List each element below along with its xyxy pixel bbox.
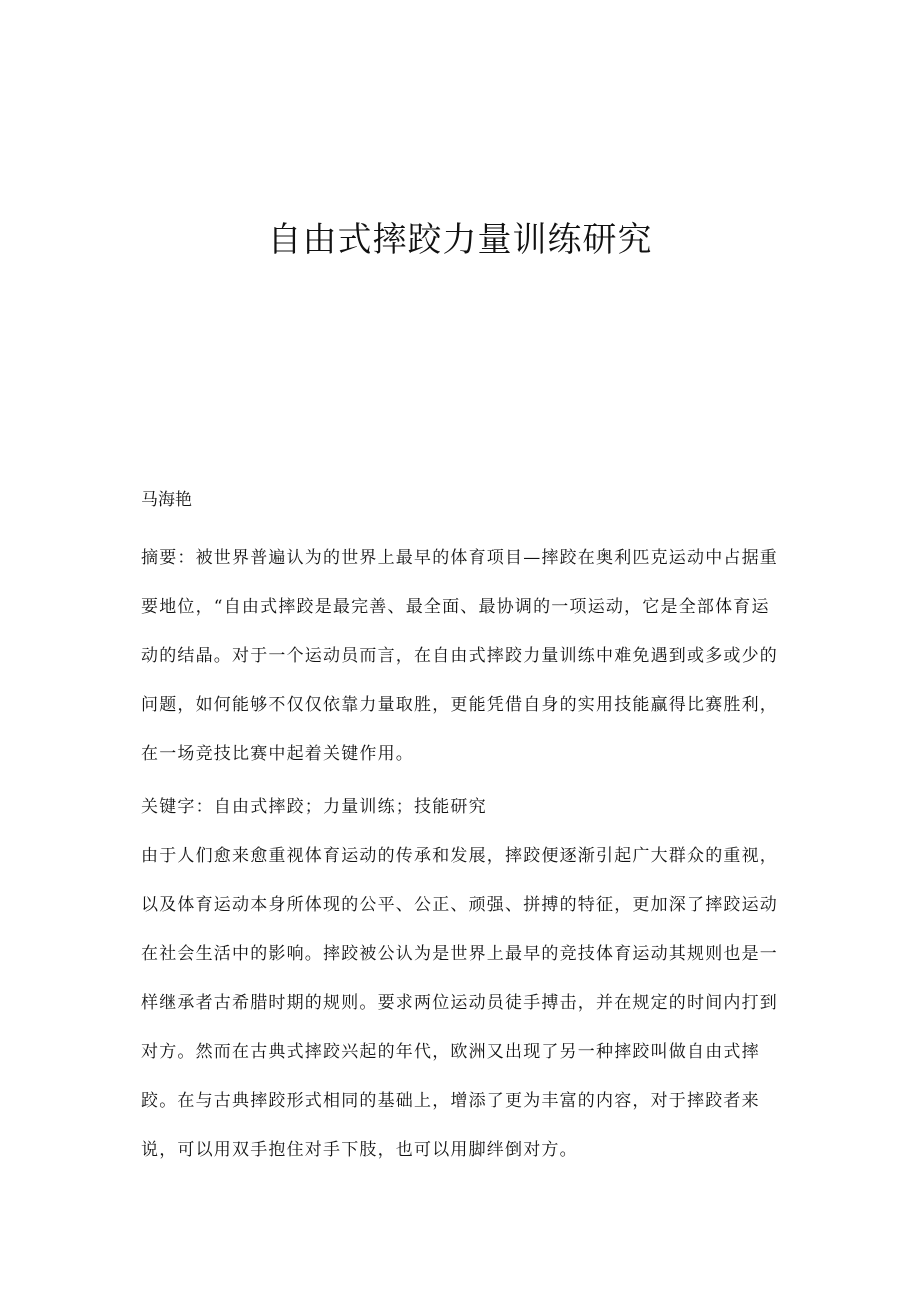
abstract-paragraph: 摘要：被世界普遍认为的世界上最早的体育项目—摔跤在奥利匹克运动中占据重要地位，“自由式摔跤是最完善、最全面、最协调的一项运动，它是全部体育运动的结晶。对于一个运动员而言，在自由式摔跤力量训练中难免遇到或多或少的问题，如何能够不仅仅依靠力量取胜，更能凭借自身的实用技能赢得比赛胜利，在一场竞技比赛中起着关键作用。 [141,548,778,764]
author-name: 马海艳 [141,490,192,510]
keywords-line: 关键字：自由式摔跤；力量训练；技能研究 [141,797,487,817]
paper-title: 自由式摔跤力量训练研究 [267,220,653,260]
body-paragraph: 由于人们愈来愈重视体育运动的传承和发展，摔跤便逐渐引起广大群众的重视，以及体育运动本身所体现的公平、公正、顽强、拼搏的特征，更加深了摔跤运动在社会生活中的影响。摔跤被公认为是世界上最早的竞技体育运动其规则也是一样继承者古希腊时期的规则。要求两位运动员徒手搏击，并在规定的时间内打到对方。然而在古典式摔跤兴起的年代，欧洲又出现了另一种摔跤叫做自由式摔跤。在与古典摔跤形式相同的基础上，增添了更为丰富的内容，对于摔跤者来说，可以用双手抱住对手下肢，也可以用脚绊倒对方。 [141,846,778,1160]
